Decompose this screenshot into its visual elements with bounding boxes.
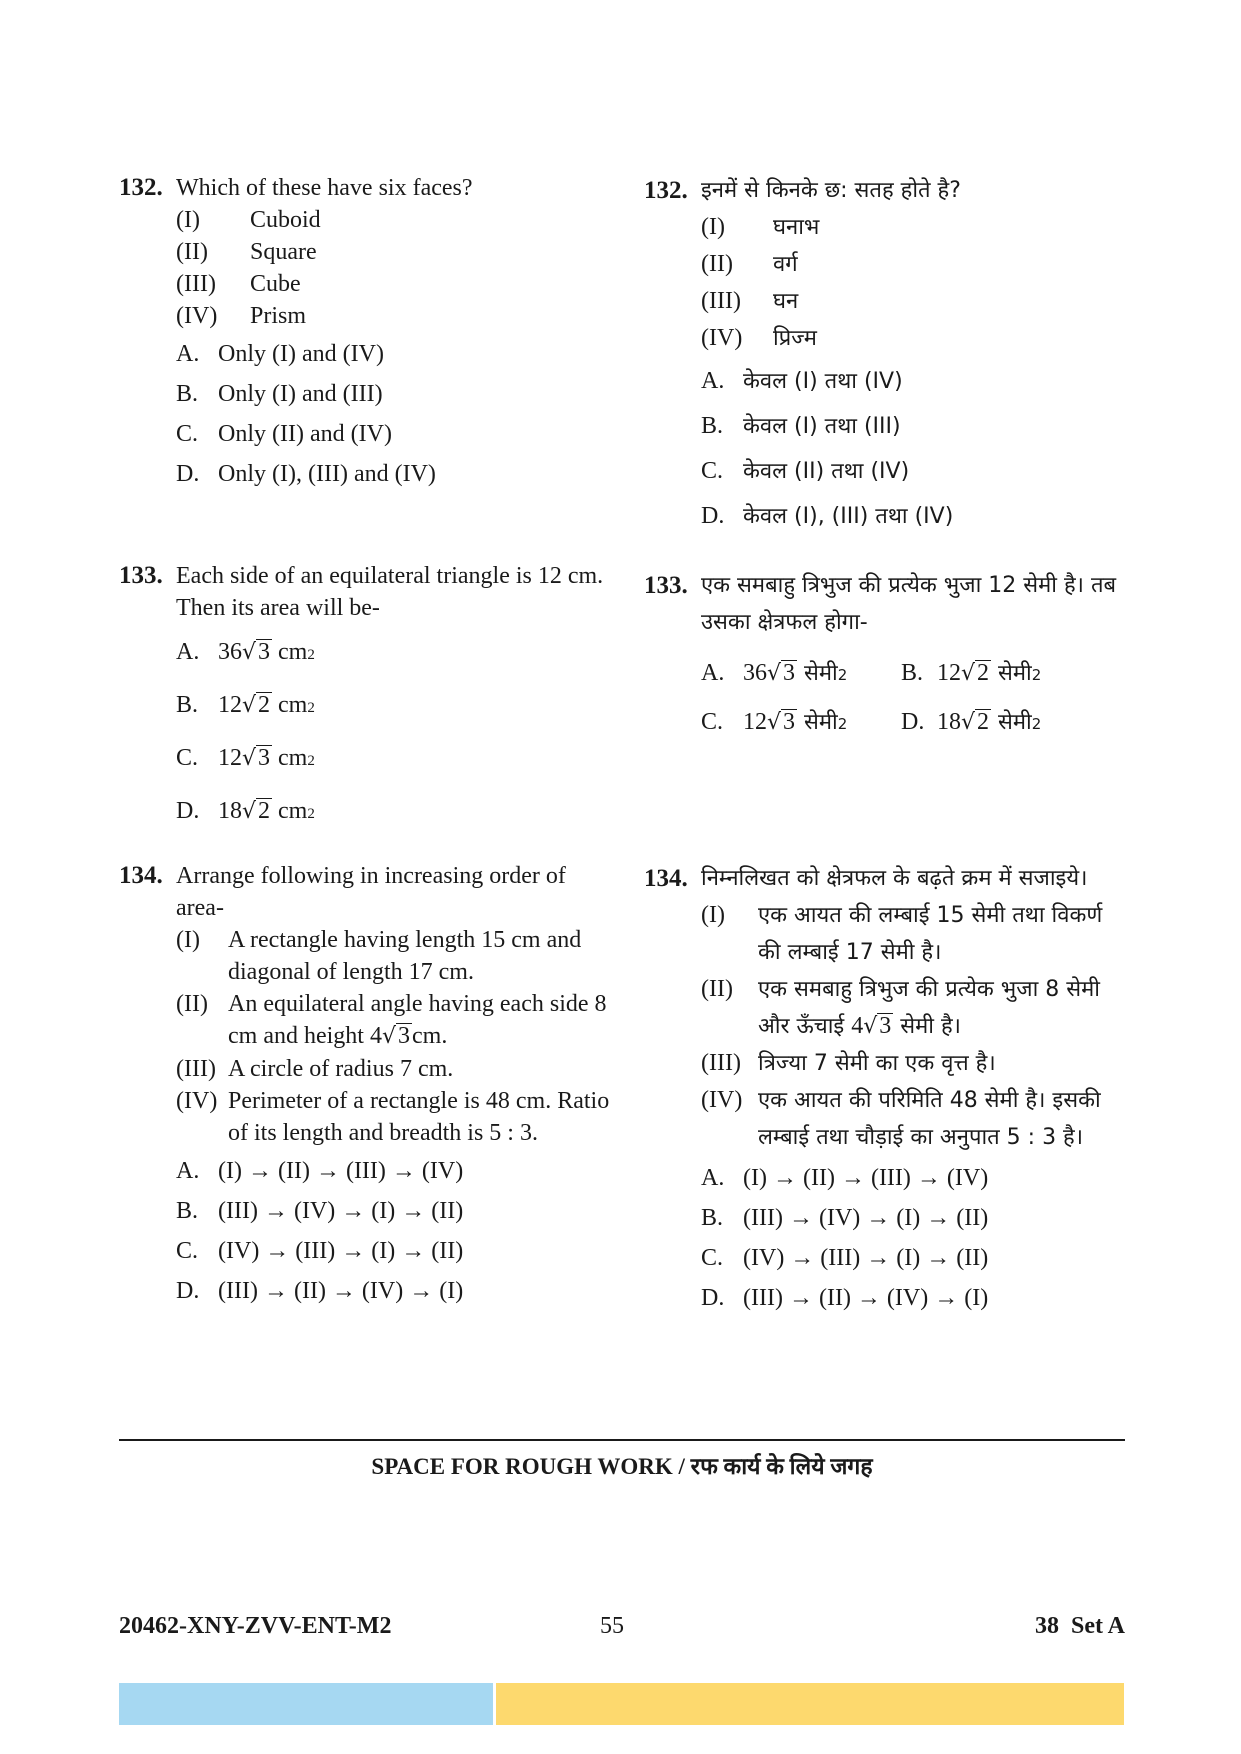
option-a: A. (I) → (II) → (III) → (IV) xyxy=(176,1158,464,1184)
statement-list xyxy=(701,897,1124,1156)
option-d: D. Only (I), (III) and (IV) xyxy=(176,461,436,487)
option-c: C. 12 √ 3 सेमी 2 xyxy=(701,709,848,735)
option-c: C. केवल (II) तथा (IV) xyxy=(701,458,910,484)
statement-item: (I) Cuboid xyxy=(176,207,321,233)
option-list xyxy=(176,338,619,490)
question-stem: एक समबाहु त्रिभुज की प्रत्येक भुजा 12 सेमी है। तब उसका क्षेत्रफल होगा- xyxy=(701,573,1117,635)
set-name: Set A xyxy=(1071,1613,1125,1639)
question-134-en xyxy=(119,860,619,1307)
statement-item: (II) An equilateral angle having each side 8 cm and height 4 √ 3 cm. xyxy=(176,991,607,1049)
statement-item: (I) एक आयत की लम्बाई 15 सेमी तथा विकर्ण की लम्बाई 17 सेमी है। xyxy=(701,902,1103,965)
set-number: 38 xyxy=(1035,1613,1059,1639)
statement-item: (IV) प्रिज्म xyxy=(701,325,817,351)
question-number: 132. xyxy=(644,177,688,204)
option-a: A. 36 √ 3 cm 2 xyxy=(176,639,315,665)
english-column xyxy=(119,172,619,1315)
question-133-en xyxy=(119,560,619,860)
option-d: D. 18 √ 2 सेमी 2 xyxy=(901,709,1042,735)
option-list xyxy=(701,1162,1124,1314)
statement-item: (II) Square xyxy=(176,239,317,265)
statement-item: (I) घनाभ xyxy=(701,214,820,240)
statement-item: (IV) एक आयत की परिमिति 48 सेमी है। इसकी लम्बाई तथा चौड़ाई का अनुपात 5 : 3 है। xyxy=(701,1087,1101,1150)
option-b: B. केवल (I) तथा (III) xyxy=(701,413,901,439)
option-list xyxy=(701,655,1124,741)
question-132-en xyxy=(119,172,619,560)
question-number: 132. xyxy=(119,174,163,201)
option-b: B. 12 √ 2 cm 2 xyxy=(176,692,315,718)
statement-list xyxy=(701,209,1124,357)
option-a: A. केवल (I) तथा (IV) xyxy=(701,368,903,394)
option-d: D. (III) → (II) → (IV) → (I) xyxy=(176,1278,464,1304)
option-a: A. 36 √ 3 सेमी 2 xyxy=(701,660,848,686)
question-number: 133. xyxy=(644,572,688,599)
question-number: 134. xyxy=(644,865,688,892)
statement-list xyxy=(176,924,619,1149)
option-c: C. (IV) → (III) → (I) → (II) xyxy=(701,1245,989,1271)
option-a: A. (I) → (II) → (III) → (IV) xyxy=(701,1165,989,1191)
divider-line xyxy=(119,1439,1125,1441)
question-stem: इनमें से किनके छ: सतह होते है? xyxy=(701,178,961,203)
statement-item: (I) A rectangle having length 15 cm and diagonal of length 17 cm. xyxy=(176,927,582,985)
option-list xyxy=(701,363,1124,535)
question-stem: Which of these have six faces? xyxy=(176,175,473,201)
option-d: D. 18 √ 2 cm 2 xyxy=(176,798,315,824)
question-133-hi xyxy=(644,567,1124,860)
footer-bar-yellow xyxy=(496,1683,1124,1725)
option-list xyxy=(176,1155,619,1307)
footer-bar-blue xyxy=(119,1683,493,1725)
option-list xyxy=(176,636,619,828)
question-134-hi xyxy=(644,860,1124,1314)
question-number: 134. xyxy=(119,862,163,889)
statement-item: (III) Cube xyxy=(176,271,301,297)
rough-work-heading: SPACE FOR ROUGH WORK / रफ कार्य के लिये जगह xyxy=(371,1454,873,1479)
question-stem: निम्नलिखत को क्षेत्रफल के बढ़ते क्रम में सजाइये। xyxy=(701,866,1088,891)
statement-item: (IV) Prism xyxy=(176,303,307,329)
statement-item: (II) एक समबाहु त्रिभुज की प्रत्येक भुजा 8 सेमी और ऊँचाई 4 √ 3 सेमी है। xyxy=(701,976,1100,1039)
option-b: B. (III) → (IV) → (I) → (II) xyxy=(176,1198,464,1224)
statement-list xyxy=(176,204,619,332)
question-stem: Each side of an equilateral triangle is 12 cm. Then its area will be- xyxy=(176,563,604,621)
statement-item: (III) त्रिज्या 7 सेमी का एक वृत्त है। xyxy=(701,1050,996,1076)
statement-item: (III) A circle of radius 7 cm. xyxy=(176,1056,454,1082)
question-number: 133. xyxy=(119,562,163,589)
question-stem: Arrange following in increasing order of area- xyxy=(176,863,566,921)
paper-code: 20462-XNY-ZVV-ENT-M2 xyxy=(119,1613,392,1639)
statement-item: (III) घन xyxy=(701,288,799,314)
hindi-column xyxy=(644,172,1124,1322)
option-c: C. 12 √ 3 cm 2 xyxy=(176,745,315,771)
option-b: B. Only (I) and (III) xyxy=(176,381,383,407)
page-number: 55 xyxy=(600,1613,624,1639)
option-b: B. (III) → (IV) → (I) → (II) xyxy=(701,1205,989,1231)
statement-item: (IV) Perimeter of a rectangle is 48 cm. Ratio of its length and breadth is 5 : 3. xyxy=(176,1088,610,1146)
option-a: A. Only (I) and (IV) xyxy=(176,341,384,367)
option-d: D. (III) → (II) → (IV) → (I) xyxy=(701,1285,989,1311)
question-132-hi xyxy=(644,172,1124,567)
statement-item: (II) वर्ग xyxy=(701,251,798,277)
option-b: B. 12 √ 2 सेमी 2 xyxy=(901,660,1042,686)
option-d: D. केवल (I), (III) तथा (IV) xyxy=(701,503,954,529)
set-label xyxy=(1035,1613,1125,1640)
option-c: C. (IV) → (III) → (I) → (II) xyxy=(176,1238,464,1264)
option-c: C. Only (II) and (IV) xyxy=(176,421,392,447)
